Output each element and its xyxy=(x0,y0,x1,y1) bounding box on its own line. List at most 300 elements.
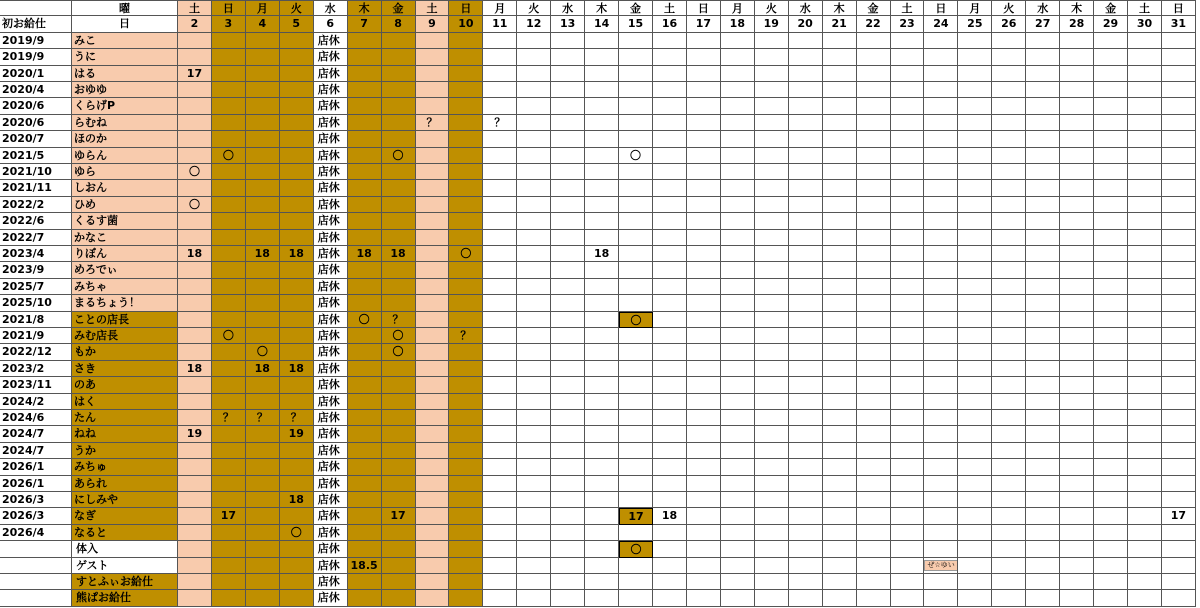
schedule-cell[interactable] xyxy=(416,49,450,65)
schedule-cell[interactable] xyxy=(1060,361,1094,377)
schedule-cell[interactable] xyxy=(416,131,450,147)
schedule-cell[interactable] xyxy=(619,410,653,426)
schedule-cell[interactable] xyxy=(789,164,823,180)
schedule-cell[interactable] xyxy=(1026,525,1060,541)
schedule-cell[interactable] xyxy=(517,410,551,426)
schedule-cell[interactable] xyxy=(212,492,246,508)
schedule-cell[interactable] xyxy=(992,525,1026,541)
first-shift-date-cell[interactable]: 2020/6 xyxy=(0,115,72,131)
schedule-cell[interactable] xyxy=(721,213,755,229)
schedule-cell[interactable] xyxy=(755,377,789,393)
schedule-cell[interactable] xyxy=(1162,49,1196,65)
schedule-cell[interactable] xyxy=(789,377,823,393)
schedule-cell[interactable] xyxy=(212,197,246,213)
schedule-cell[interactable] xyxy=(449,115,483,131)
schedule-cell[interactable] xyxy=(891,115,925,131)
schedule-cell[interactable] xyxy=(958,279,992,295)
schedule-cell[interactable] xyxy=(823,443,857,459)
schedule-cell[interactable] xyxy=(178,574,212,590)
schedule-cell[interactable] xyxy=(348,66,382,82)
schedule-cell[interactable] xyxy=(924,377,958,393)
schedule-cell[interactable] xyxy=(449,361,483,377)
schedule-cell[interactable]: 17 xyxy=(1162,508,1196,524)
schedule-cell[interactable] xyxy=(1026,230,1060,246)
schedule-cell[interactable] xyxy=(551,394,585,410)
schedule-cell[interactable] xyxy=(1094,164,1128,180)
schedule-cell[interactable] xyxy=(1162,492,1196,508)
store-closed-cell[interactable]: 店休 xyxy=(314,295,348,311)
store-closed-cell[interactable]: 店休 xyxy=(314,197,348,213)
schedule-cell[interactable] xyxy=(958,492,992,508)
schedule-cell[interactable] xyxy=(857,508,891,524)
schedule-cell[interactable] xyxy=(212,312,246,328)
schedule-cell[interactable] xyxy=(517,213,551,229)
first-shift-date-cell[interactable]: 2022/2 xyxy=(0,197,72,213)
schedule-cell[interactable] xyxy=(449,443,483,459)
schedule-cell[interactable] xyxy=(280,590,314,606)
schedule-cell[interactable] xyxy=(924,328,958,344)
schedule-cell[interactable] xyxy=(348,328,382,344)
schedule-cell[interactable] xyxy=(1026,33,1060,49)
schedule-cell[interactable] xyxy=(958,230,992,246)
schedule-cell[interactable] xyxy=(348,574,382,590)
schedule-cell[interactable] xyxy=(1026,328,1060,344)
schedule-cell[interactable] xyxy=(823,262,857,278)
schedule-cell[interactable] xyxy=(280,328,314,344)
schedule-cell[interactable] xyxy=(280,508,314,524)
schedule-cell[interactable] xyxy=(687,49,721,65)
schedule-cell[interactable] xyxy=(382,394,416,410)
store-closed-cell[interactable]: 店休 xyxy=(314,49,348,65)
staff-name-cell[interactable]: らむね xyxy=(72,115,178,131)
schedule-cell[interactable] xyxy=(992,574,1026,590)
schedule-cell[interactable] xyxy=(789,525,823,541)
schedule-cell[interactable] xyxy=(348,262,382,278)
schedule-cell[interactable] xyxy=(755,33,789,49)
schedule-cell[interactable] xyxy=(891,426,925,442)
schedule-cell[interactable] xyxy=(891,394,925,410)
schedule-cell[interactable] xyxy=(1094,443,1128,459)
schedule-cell[interactable] xyxy=(246,312,280,328)
store-closed-cell[interactable]: 店休 xyxy=(314,541,348,557)
schedule-cell[interactable] xyxy=(958,164,992,180)
schedule-cell[interactable] xyxy=(280,148,314,164)
schedule-cell[interactable] xyxy=(619,574,653,590)
schedule-cell[interactable] xyxy=(958,377,992,393)
schedule-cell[interactable] xyxy=(449,476,483,492)
schedule-cell[interactable] xyxy=(857,131,891,147)
schedule-cell[interactable] xyxy=(551,213,585,229)
schedule-cell[interactable] xyxy=(1128,131,1162,147)
schedule-cell[interactable]: ？ xyxy=(246,410,280,426)
schedule-cell[interactable] xyxy=(789,295,823,311)
schedule-cell[interactable] xyxy=(992,230,1026,246)
schedule-cell[interactable] xyxy=(483,525,517,541)
schedule-cell[interactable] xyxy=(449,98,483,114)
schedule-cell[interactable] xyxy=(212,279,246,295)
schedule-cell[interactable] xyxy=(416,66,450,82)
schedule-cell[interactable] xyxy=(483,377,517,393)
schedule-cell[interactable] xyxy=(280,82,314,98)
schedule-cell[interactable] xyxy=(348,344,382,360)
first-shift-date-cell[interactable]: 2025/10 xyxy=(0,295,72,311)
schedule-cell[interactable] xyxy=(1128,33,1162,49)
schedule-cell[interactable] xyxy=(823,180,857,196)
schedule-cell[interactable] xyxy=(823,295,857,311)
staff-name-cell[interactable]: ゲスト xyxy=(72,558,178,574)
schedule-cell[interactable] xyxy=(1060,574,1094,590)
schedule-cell[interactable] xyxy=(348,197,382,213)
weekday-header-cell[interactable]: 金 xyxy=(382,0,416,16)
schedule-cell[interactable] xyxy=(1128,590,1162,606)
schedule-cell[interactable] xyxy=(1094,230,1128,246)
schedule-cell[interactable] xyxy=(823,279,857,295)
schedule-cell[interactable] xyxy=(551,180,585,196)
schedule-cell[interactable] xyxy=(483,279,517,295)
schedule-cell[interactable] xyxy=(382,213,416,229)
schedule-cell[interactable] xyxy=(517,230,551,246)
schedule-cell[interactable] xyxy=(1060,98,1094,114)
schedule-cell[interactable] xyxy=(891,98,925,114)
schedule-cell[interactable] xyxy=(1128,164,1162,180)
schedule-cell[interactable] xyxy=(891,164,925,180)
schedule-cell[interactable] xyxy=(653,131,687,147)
schedule-cell[interactable] xyxy=(551,82,585,98)
schedule-cell[interactable] xyxy=(1060,230,1094,246)
schedule-cell[interactable] xyxy=(721,164,755,180)
schedule-cell[interactable] xyxy=(924,508,958,524)
schedule-cell[interactable] xyxy=(857,33,891,49)
schedule-cell[interactable] xyxy=(958,459,992,475)
schedule-cell[interactable] xyxy=(823,508,857,524)
schedule-cell[interactable] xyxy=(619,525,653,541)
schedule-cell[interactable] xyxy=(958,344,992,360)
schedule-cell[interactable] xyxy=(857,344,891,360)
schedule-cell[interactable] xyxy=(992,98,1026,114)
first-shift-date-cell[interactable]: 2020/4 xyxy=(0,82,72,98)
schedule-cell[interactable] xyxy=(857,213,891,229)
schedule-cell[interactable] xyxy=(178,476,212,492)
schedule-cell[interactable] xyxy=(653,279,687,295)
schedule-cell[interactable] xyxy=(348,33,382,49)
schedule-cell[interactable] xyxy=(958,98,992,114)
schedule-cell[interactable] xyxy=(585,33,619,49)
schedule-cell[interactable] xyxy=(1162,459,1196,475)
schedule-cell[interactable] xyxy=(924,541,958,557)
schedule-cell[interactable] xyxy=(619,98,653,114)
schedule-cell[interactable] xyxy=(449,279,483,295)
schedule-cell[interactable] xyxy=(178,49,212,65)
schedule-cell[interactable] xyxy=(246,328,280,344)
schedule-cell[interactable] xyxy=(1026,98,1060,114)
schedule-cell[interactable] xyxy=(992,476,1026,492)
schedule-cell[interactable] xyxy=(721,49,755,65)
schedule-cell[interactable] xyxy=(483,558,517,574)
schedule-cell[interactable] xyxy=(687,476,721,492)
schedule-cell[interactable] xyxy=(823,394,857,410)
schedule-cell[interactable] xyxy=(823,590,857,606)
schedule-cell[interactable] xyxy=(653,230,687,246)
schedule-cell[interactable] xyxy=(416,410,450,426)
schedule-cell[interactable] xyxy=(585,197,619,213)
schedule-cell[interactable] xyxy=(653,213,687,229)
schedule-cell[interactable] xyxy=(721,328,755,344)
schedule-cell[interactable] xyxy=(585,459,619,475)
schedule-cell[interactable] xyxy=(1026,246,1060,262)
schedule-cell[interactable] xyxy=(1026,558,1060,574)
schedule-cell[interactable] xyxy=(416,426,450,442)
schedule-cell[interactable] xyxy=(789,98,823,114)
schedule-cell[interactable] xyxy=(280,394,314,410)
schedule-cell[interactable] xyxy=(483,590,517,606)
weekday-header-cell[interactable]: 火 xyxy=(992,0,1026,16)
weekday-header-cell[interactable]: 火 xyxy=(755,0,789,16)
store-closed-cell[interactable]: 店休 xyxy=(314,410,348,426)
schedule-cell[interactable] xyxy=(721,361,755,377)
schedule-cell[interactable] xyxy=(246,558,280,574)
schedule-cell[interactable] xyxy=(653,344,687,360)
schedule-cell[interactable] xyxy=(551,508,585,524)
schedule-cell[interactable] xyxy=(1162,33,1196,49)
schedule-cell[interactable] xyxy=(823,115,857,131)
schedule-cell[interactable] xyxy=(382,98,416,114)
schedule-cell[interactable] xyxy=(1128,279,1162,295)
schedule-cell[interactable] xyxy=(280,574,314,590)
schedule-cell[interactable] xyxy=(1026,590,1060,606)
schedule-cell[interactable] xyxy=(416,246,450,262)
store-closed-cell[interactable]: 店休 xyxy=(314,328,348,344)
schedule-cell[interactable] xyxy=(687,213,721,229)
schedule-cell[interactable] xyxy=(687,394,721,410)
schedule-cell[interactable] xyxy=(1094,541,1128,557)
staff-name-cell[interactable]: しおん xyxy=(72,180,178,196)
staff-name-cell[interactable]: みむ店長 xyxy=(72,328,178,344)
schedule-cell[interactable] xyxy=(857,312,891,328)
staff-name-cell[interactable]: ひめ xyxy=(72,197,178,213)
schedule-cell[interactable] xyxy=(280,443,314,459)
schedule-cell[interactable] xyxy=(924,115,958,131)
schedule-cell[interactable] xyxy=(687,197,721,213)
weekday-header-cell[interactable]: 水 xyxy=(1026,0,1060,16)
schedule-cell[interactable] xyxy=(382,590,416,606)
schedule-cell[interactable] xyxy=(212,443,246,459)
schedule-cell[interactable] xyxy=(789,197,823,213)
schedule-cell[interactable] xyxy=(1162,197,1196,213)
schedule-cell[interactable] xyxy=(246,459,280,475)
schedule-cell[interactable] xyxy=(449,558,483,574)
staff-name-cell[interactable]: くらげP xyxy=(72,98,178,114)
schedule-cell[interactable] xyxy=(212,459,246,475)
schedule-cell[interactable] xyxy=(348,131,382,147)
schedule-cell[interactable] xyxy=(1026,476,1060,492)
first-shift-date-cell[interactable]: 2022/12 xyxy=(0,344,72,360)
schedule-cell[interactable] xyxy=(1094,82,1128,98)
first-shift-date-cell[interactable]: 2019/9 xyxy=(0,49,72,65)
staff-name-cell[interactable]: くるす菌 xyxy=(72,213,178,229)
schedule-cell[interactable] xyxy=(1026,344,1060,360)
schedule-cell[interactable] xyxy=(1094,66,1128,82)
date-header-cell[interactable]: 3 xyxy=(212,16,246,32)
schedule-cell[interactable] xyxy=(212,180,246,196)
schedule-cell[interactable] xyxy=(1060,476,1094,492)
schedule-cell[interactable] xyxy=(1026,279,1060,295)
schedule-cell[interactable] xyxy=(551,295,585,311)
schedule-cell[interactable] xyxy=(891,541,925,557)
schedule-cell[interactable] xyxy=(1162,164,1196,180)
schedule-cell[interactable] xyxy=(755,410,789,426)
store-closed-cell[interactable]: 店休 xyxy=(314,394,348,410)
schedule-cell[interactable] xyxy=(280,279,314,295)
schedule-cell[interactable] xyxy=(1060,459,1094,475)
schedule-cell[interactable] xyxy=(382,574,416,590)
schedule-cell[interactable] xyxy=(416,197,450,213)
schedule-cell[interactable] xyxy=(416,295,450,311)
schedule-cell[interactable] xyxy=(1060,443,1094,459)
schedule-cell[interactable] xyxy=(619,492,653,508)
schedule-cell[interactable] xyxy=(789,344,823,360)
schedule-cell[interactable] xyxy=(449,33,483,49)
schedule-cell[interactable] xyxy=(924,459,958,475)
schedule-cell[interactable] xyxy=(1128,459,1162,475)
schedule-cell[interactable] xyxy=(755,361,789,377)
schedule-cell[interactable] xyxy=(924,164,958,180)
schedule-cell[interactable] xyxy=(992,246,1026,262)
schedule-cell[interactable] xyxy=(653,49,687,65)
schedule-cell[interactable] xyxy=(823,197,857,213)
schedule-cell[interactable] xyxy=(687,525,721,541)
schedule-cell[interactable] xyxy=(721,148,755,164)
staff-name-cell[interactable]: りぼん xyxy=(72,246,178,262)
schedule-cell[interactable] xyxy=(924,574,958,590)
schedule-cell[interactable] xyxy=(517,312,551,328)
schedule-cell[interactable] xyxy=(721,525,755,541)
schedule-cell[interactable] xyxy=(585,213,619,229)
schedule-cell[interactable] xyxy=(280,33,314,49)
schedule-cell[interactable] xyxy=(585,541,619,557)
schedule-cell[interactable] xyxy=(382,377,416,393)
schedule-cell[interactable] xyxy=(1162,131,1196,147)
schedule-cell[interactable] xyxy=(958,197,992,213)
schedule-cell[interactable] xyxy=(653,148,687,164)
schedule-cell[interactable] xyxy=(348,82,382,98)
schedule-cell[interactable] xyxy=(1094,426,1128,442)
schedule-cell[interactable] xyxy=(212,213,246,229)
schedule-cell[interactable] xyxy=(1128,558,1162,574)
schedule-cell[interactable] xyxy=(958,312,992,328)
schedule-cell[interactable] xyxy=(1026,426,1060,442)
schedule-cell[interactable] xyxy=(551,66,585,82)
schedule-cell[interactable] xyxy=(653,246,687,262)
schedule-cell[interactable] xyxy=(924,394,958,410)
schedule-cell[interactable] xyxy=(517,459,551,475)
schedule-cell[interactable] xyxy=(449,410,483,426)
schedule-cell[interactable] xyxy=(619,164,653,180)
store-closed-cell[interactable]: 店休 xyxy=(314,344,348,360)
schedule-cell[interactable] xyxy=(721,410,755,426)
schedule-cell[interactable] xyxy=(755,82,789,98)
schedule-cell[interactable] xyxy=(483,148,517,164)
schedule-cell[interactable] xyxy=(1162,443,1196,459)
schedule-cell[interactable] xyxy=(857,410,891,426)
schedule-cell[interactable] xyxy=(585,180,619,196)
schedule-cell[interactable] xyxy=(924,180,958,196)
schedule-cell[interactable] xyxy=(585,426,619,442)
schedule-cell[interactable] xyxy=(755,164,789,180)
schedule-cell[interactable] xyxy=(517,476,551,492)
staff-name-cell[interactable]: のあ xyxy=(72,377,178,393)
schedule-cell[interactable] xyxy=(246,492,280,508)
schedule-cell[interactable] xyxy=(1094,344,1128,360)
schedule-cell[interactable] xyxy=(585,131,619,147)
weekday-header-cell[interactable]: 日 xyxy=(687,0,721,16)
schedule-cell[interactable] xyxy=(585,312,619,328)
staff-name-cell[interactable]: ゆら xyxy=(72,164,178,180)
schedule-cell[interactable] xyxy=(382,131,416,147)
schedule-cell[interactable] xyxy=(755,574,789,590)
schedule-cell[interactable] xyxy=(1162,426,1196,442)
schedule-cell[interactable] xyxy=(958,295,992,311)
schedule-cell[interactable] xyxy=(1162,82,1196,98)
schedule-cell[interactable] xyxy=(721,131,755,147)
schedule-cell[interactable] xyxy=(721,394,755,410)
schedule-cell[interactable] xyxy=(619,49,653,65)
schedule-cell[interactable] xyxy=(653,164,687,180)
schedule-cell[interactable] xyxy=(755,197,789,213)
schedule-cell[interactable] xyxy=(1128,197,1162,213)
schedule-cell[interactable] xyxy=(992,180,1026,196)
weekday-header-cell[interactable]: 木 xyxy=(823,0,857,16)
schedule-cell[interactable] xyxy=(958,426,992,442)
store-closed-cell[interactable]: 店休 xyxy=(314,180,348,196)
schedule-cell[interactable] xyxy=(416,558,450,574)
schedule-cell[interactable] xyxy=(992,508,1026,524)
schedule-cell[interactable] xyxy=(619,197,653,213)
schedule-cell[interactable] xyxy=(416,377,450,393)
schedule-cell[interactable] xyxy=(755,541,789,557)
schedule-cell[interactable] xyxy=(789,246,823,262)
schedule-cell[interactable] xyxy=(280,98,314,114)
schedule-cell[interactable] xyxy=(857,590,891,606)
schedule-cell[interactable] xyxy=(755,246,789,262)
schedule-cell[interactable] xyxy=(687,262,721,278)
schedule-cell[interactable] xyxy=(1026,295,1060,311)
schedule-cell[interactable] xyxy=(619,82,653,98)
schedule-cell[interactable] xyxy=(1128,262,1162,278)
schedule-cell[interactable] xyxy=(1026,180,1060,196)
schedule-cell[interactable] xyxy=(857,197,891,213)
schedule-cell[interactable] xyxy=(280,213,314,229)
schedule-cell[interactable] xyxy=(551,197,585,213)
schedule-cell[interactable]: ？ xyxy=(382,312,416,328)
schedule-cell[interactable]: 18 xyxy=(280,361,314,377)
schedule-cell[interactable] xyxy=(619,213,653,229)
schedule-cell[interactable] xyxy=(755,312,789,328)
schedule-cell[interactable] xyxy=(992,213,1026,229)
schedule-cell[interactable] xyxy=(1060,33,1094,49)
schedule-cell[interactable] xyxy=(517,344,551,360)
schedule-cell[interactable] xyxy=(1128,49,1162,65)
weekday-header-cell[interactable]: 土 xyxy=(1128,0,1162,16)
schedule-cell[interactable] xyxy=(551,33,585,49)
first-shift-date-cell[interactable]: 2019/9 xyxy=(0,33,72,49)
schedule-cell[interactable] xyxy=(958,246,992,262)
weekday-header-cell[interactable]: 水 xyxy=(314,0,348,16)
schedule-cell[interactable] xyxy=(212,344,246,360)
weekday-header-cell[interactable]: 木 xyxy=(348,0,382,16)
schedule-cell[interactable] xyxy=(1094,459,1128,475)
schedule-cell[interactable] xyxy=(789,49,823,65)
schedule-cell[interactable] xyxy=(1128,574,1162,590)
